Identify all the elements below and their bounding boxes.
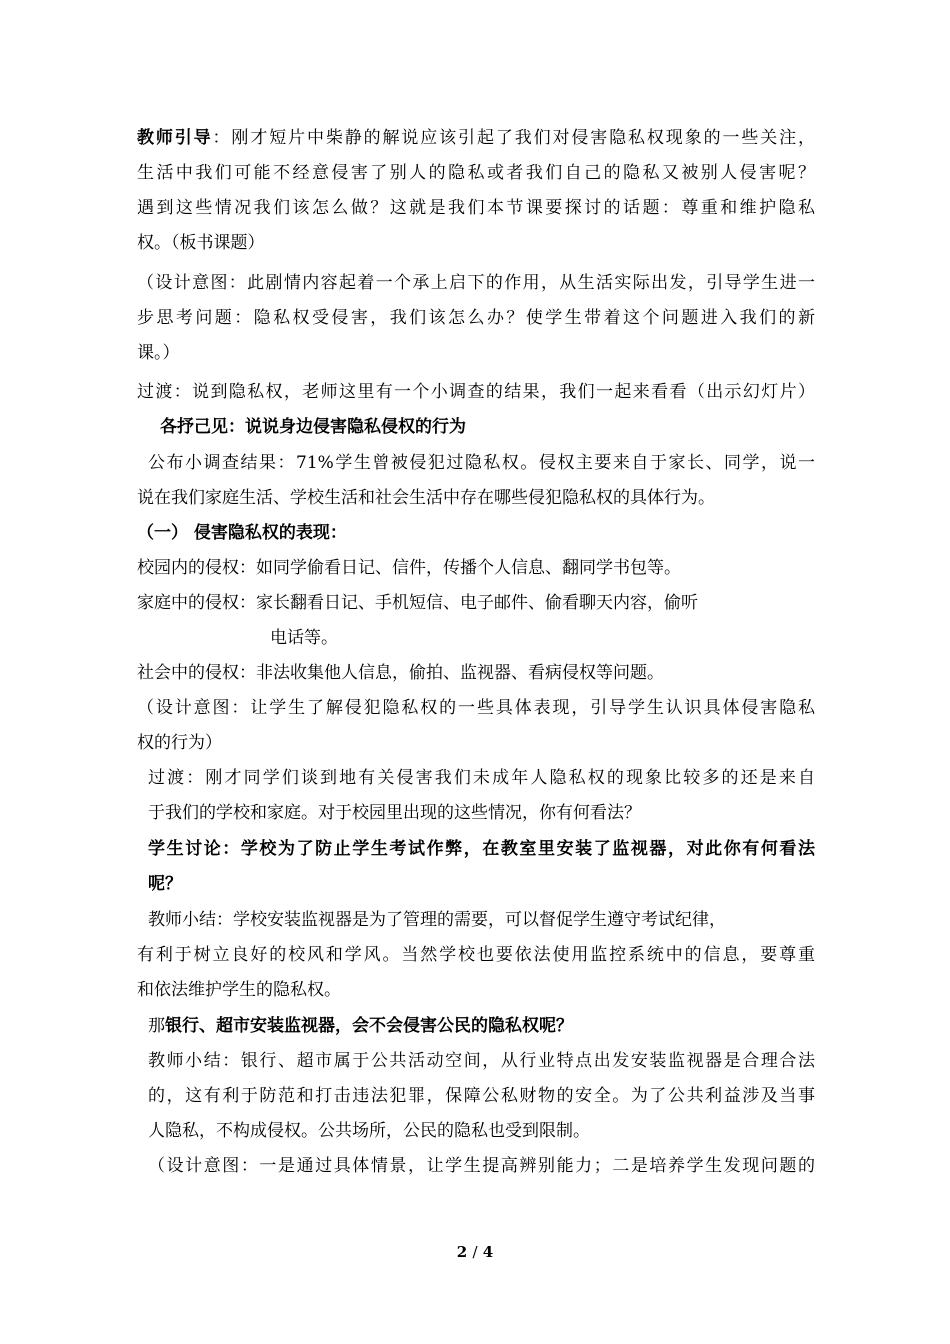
- society-infringement: 社会中的侵权：非法收集他人信息，偷拍、监视器、看病侵权等问题。: [137, 663, 664, 683]
- student-discussion-line-2: 呢？: [148, 874, 182, 894]
- design-intent-3-line-1: （设计意图：一是通过具体情景，让学生提高辨别能力；二是培养学生发现问题的: [148, 1156, 815, 1176]
- page-number: [0, 1243, 950, 1261]
- family-infringement-line-1: 家庭中的侵权：家长翻看日记、手机短信、电子邮件、偷看聊天内容，偷听: [137, 593, 698, 613]
- teacher-summary-2-line-3: 人隐私，不构成侵权。公共场所，公民的隐私也受到限制。: [148, 1121, 590, 1141]
- transition-1: 过渡：说到隐私权，老师这里有一个小调查的结果，我们一起来看看（出示幻灯片）: [137, 382, 815, 402]
- activity-title: 各抒己见：说说身边侵害隐私侵权的行为: [160, 417, 466, 437]
- section-heading: （一） 侵害隐私权的表现：: [137, 523, 347, 543]
- family-infringement-line-2: 电话等。: [270, 628, 338, 648]
- page-separator: /: [472, 1243, 478, 1261]
- teacher-summary-2-line-1: 教师小结：银行、超市属于公共活动空间，从行业特点出发安装监视器是合理合法: [148, 1051, 815, 1071]
- design-intent-1-line-2: 步思考问题：隐私权受侵害，我们该怎么办？使学生带着这个问题进入我们的新: [137, 308, 815, 328]
- transition-2-line-2: 于我们的学校和家庭。对于校园里出现的这些情况，你有何看法？: [148, 803, 641, 823]
- teacher-guide-line-4: 权。（板书课题）: [137, 233, 265, 253]
- teacher-guide-line-3: 遇到这些情况我们该怎么做？这就是我们本节课要探讨的话题：尊重和维护隐私: [137, 198, 815, 218]
- design-intent-2-line-1: （设计意图：让学生了解侵犯隐私权的一些具体表现，引导学生认识具体侵害隐私: [137, 698, 815, 718]
- teacher-summary-1-line-2: 有利于树立良好的校风和学风。当然学校也要依法使用监控系统中的信息，要尊重: [137, 945, 815, 965]
- design-intent-2-line-2: 权的行为）: [137, 733, 222, 753]
- student-discussion-line-1: 学生讨论：学校为了防止学生考试作弊，在教室里安装了监视器，对此你有何看法: [148, 839, 815, 859]
- teacher-summary-2-line-2: 的，这有利于防范和打击违法犯罪，保障公私财物的安全。为了公共利益涉及当事: [148, 1086, 815, 1106]
- transition-2-line-1: 过渡：刚才同学们谈到地有关侵害我们未成年人隐私权的现象比较多的还是来自: [148, 768, 815, 788]
- design-intent-1-line-1: （设计意图：此剧情内容起着一个承上启下的作用，从生活实际出发，引导学生进一: [137, 273, 815, 293]
- school-infringement: 校园内的侵权：如同学偷看日记、信件，传播个人信息、翻同学书包等。: [137, 558, 681, 578]
- teacher-guide-line-1: 教师引导：刚才短片中柴静的解说应该引起了我们对侵害隐私权现象的一些关注，: [137, 128, 816, 148]
- teacher-summary-1-line-1: 教师小结：学校安装监视器是为了管理的需要，可以督促学生遵守考试纪律，: [148, 910, 726, 930]
- current-page: 2: [456, 1243, 468, 1261]
- teacher-guide-label: 教师引导: [137, 128, 213, 148]
- teacher-guide-line-2: 生活中我们可能不经意侵害了别人的隐私或者我们自己的隐私又被别人侵害呢？: [137, 163, 815, 183]
- survey-line-1: 公布小调查结果：71%学生曾被侵犯过隐私权。侵权主要来自于家长、同学，说一: [148, 453, 815, 473]
- bank-supermarket-question: 那银行、超市安装监视器，会不会侵害公民的隐私权呢？: [148, 1016, 573, 1036]
- teacher-summary-1-line-3: 和依法维护学生的隐私权。: [137, 980, 341, 1000]
- total-pages: 4: [482, 1243, 494, 1261]
- survey-line-2: 说在我们家庭生活、学校生活和社会生活中存在哪些侵犯隐私权的具体行为。: [137, 488, 715, 508]
- design-intent-1-line-3: 课。）: [137, 343, 180, 363]
